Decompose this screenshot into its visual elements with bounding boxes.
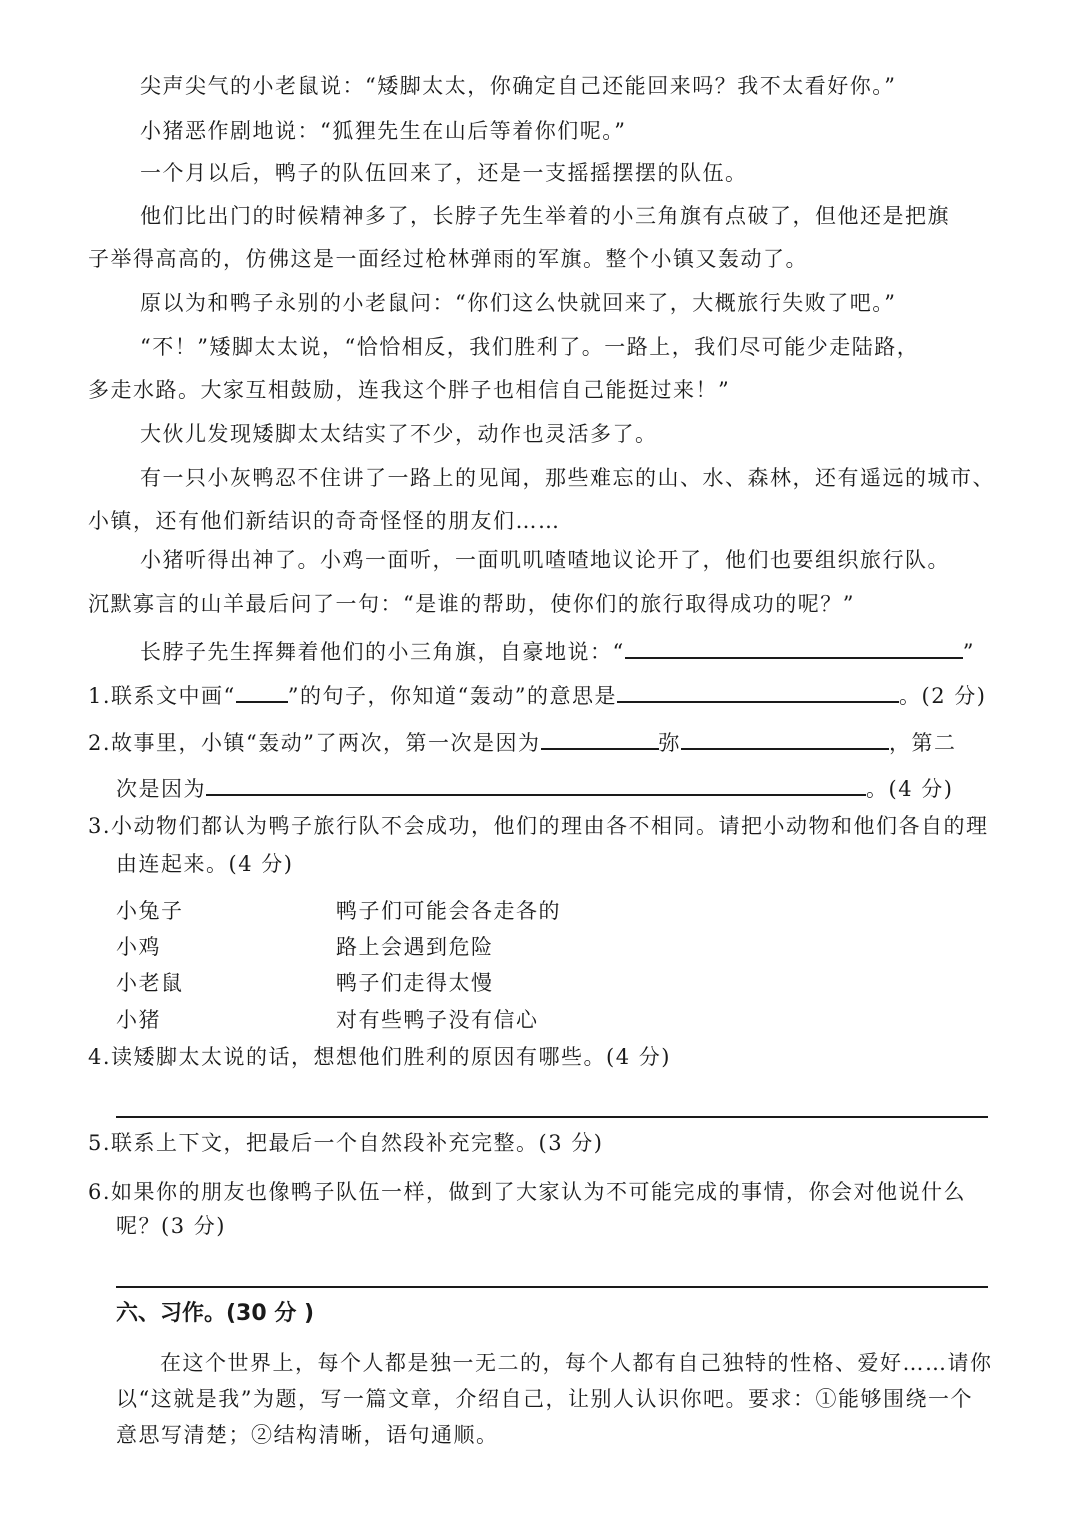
match-animal-1[interactable]: 小兔子	[116, 899, 184, 923]
story-paragraph-9-line-1: 小猪听得出神了。小鸡一面听，一面叽叽喳喳地议论开了，他们也要组织旅行队。	[140, 548, 950, 572]
question-3-number: 3.	[88, 814, 112, 838]
match-animal-4[interactable]: 小猪	[116, 1008, 161, 1032]
story-paragraph-2: 小猪恶作剧地说：“狐狸先生在山后等着你们呢。”	[140, 119, 627, 143]
question-6-line-1	[88, 1178, 966, 1206]
question-3-text-a: 小动物们都认为鸭子旅行队不会成功，他们的理由各不相同。请把小动物和他们各自的理	[111, 814, 989, 838]
match-reason-4[interactable]: 对有些鸭子没有信心	[336, 1008, 539, 1032]
question-2-blank-2[interactable]	[681, 728, 889, 750]
question-1	[88, 681, 986, 710]
match-reason-1[interactable]: 鸭子们可能会各走各的	[336, 899, 561, 923]
question-4	[88, 1043, 671, 1071]
match-reason-2[interactable]: 路上会遇到危险	[336, 935, 494, 959]
question-5-text: 联系上下文，把最后一个自然段补充完整。(3 分)	[111, 1131, 604, 1155]
story-paragraph-3: 一个月以后，鸭子的队伍回来了，还是一支摇摇摆摆的队伍。	[140, 161, 748, 185]
question-4-number: 4.	[88, 1045, 112, 1069]
question-6-answer-line[interactable]	[116, 1286, 988, 1288]
question-2-score: 。(4 分)	[866, 777, 954, 801]
question-2-text-a: 故事里，小镇“轰动”了两次，第一次是因为	[111, 731, 541, 755]
question-6-text-a: 如果你的朋友也像鸭子队伍一样，做到了大家认为不可能完成的事情，你会对他说什么	[111, 1180, 967, 1204]
composition-prompt-line-1: 在这个世界上，每个人都是独一无二的，每个人都有自己独特的性格、爱好……请你	[160, 1351, 993, 1375]
question-6-number: 6.	[88, 1180, 112, 1204]
story-paragraph-9-line-2: 沉默寡言的山羊最后问了一句：“是谁的帮助，使你们的旅行取得成功的呢？”	[88, 592, 855, 616]
underline-sample-blank	[236, 681, 288, 703]
question-1-score: 。(2 分)	[899, 684, 987, 708]
composition-prompt-line-3: 意思写清楚；②结构清晰，语句通顺。	[116, 1423, 499, 1447]
question-2-text-b: 弥	[658, 731, 682, 755]
section-6-title: 六、习作。(30 分 )	[116, 1301, 315, 1326]
question-1-number: 1.	[88, 684, 112, 708]
final-sentence-blank[interactable]	[625, 637, 963, 659]
story-paragraph-8-line-1: 有一只小灰鸭忍不住讲了一路上的见闻，那些难忘的山、水、森林，还有遥远的城市、	[140, 466, 995, 490]
composition-prompt-line-2: 以“这就是我”为题，写一篇文章，介绍自己，让别人认识你吧。要求：①能够围绕一个	[116, 1387, 973, 1411]
story-paragraph-8-line-2: 小镇，还有他们新结识的奇奇怪怪的朋友们……	[88, 509, 561, 533]
story-paragraph-10	[140, 637, 975, 666]
question-3-line-2: 由连起来。(4 分)	[116, 852, 294, 876]
question-2-line-2	[116, 774, 953, 803]
question-1-text-b: ”的句子，你知道“轰动”的意思是	[287, 684, 618, 708]
story-paragraph-4-line-2: 子举得高高的，仿佛这是一面经过枪林弹雨的军旗。整个小镇又轰动了。	[88, 247, 808, 271]
match-reason-3[interactable]: 鸭子们走得太慢	[336, 971, 494, 995]
question-2-blank-1[interactable]	[541, 728, 659, 750]
question-2-blank-3[interactable]	[206, 774, 866, 796]
story-paragraph-4-line-1: 他们比出门的时候精神多了，长脖子先生举着的小三角旗有点破了，但他还是把旗	[140, 204, 950, 228]
paragraph-10-prefix: 长脖子先生挥舞着他们的小三角旗，自豪地说：“	[140, 640, 625, 664]
match-animal-3[interactable]: 小老鼠	[116, 971, 184, 995]
story-paragraph-6-line-1: “不！”矮脚太太说，“恰恰相反，我们胜利了。一路上，我们尽可能少走陆路，	[140, 335, 920, 359]
match-animal-2[interactable]: 小鸡	[116, 935, 161, 959]
question-1-text-a: 联系文中画“	[111, 684, 236, 708]
question-2-text-d: 次是因为	[116, 777, 206, 801]
question-1-answer-blank[interactable]	[617, 681, 899, 703]
paragraph-10-suffix: ”	[962, 640, 975, 664]
question-5-number: 5.	[88, 1131, 112, 1155]
question-3-line-1	[88, 812, 989, 840]
question-2-line-1	[88, 728, 957, 757]
question-4-answer-line[interactable]	[116, 1116, 988, 1118]
story-paragraph-6-line-2: 多走水路。大家互相鼓励，连我这个胖子也相信自己能挺过来！”	[88, 378, 731, 402]
question-4-text: 读矮脚太太说的话，想想他们胜利的原因有哪些。(4 分)	[111, 1045, 671, 1069]
question-6-line-2: 呢？(3 分)	[116, 1214, 226, 1238]
question-2-text-c: ，第二	[889, 731, 957, 755]
question-2-number: 2.	[88, 731, 112, 755]
story-paragraph-1: 尖声尖气的小老鼠说：“矮脚太太，你确定自己还能回来吗？我不太看好你。”	[140, 74, 897, 98]
story-paragraph-5: 原以为和鸭子永别的小老鼠问：“你们这么快就回来了，大概旅行失败了吧。”	[140, 291, 897, 315]
story-paragraph-7: 大伙儿发现矮脚太太结实了不少，动作也灵活多了。	[140, 422, 658, 446]
question-5	[88, 1129, 603, 1157]
